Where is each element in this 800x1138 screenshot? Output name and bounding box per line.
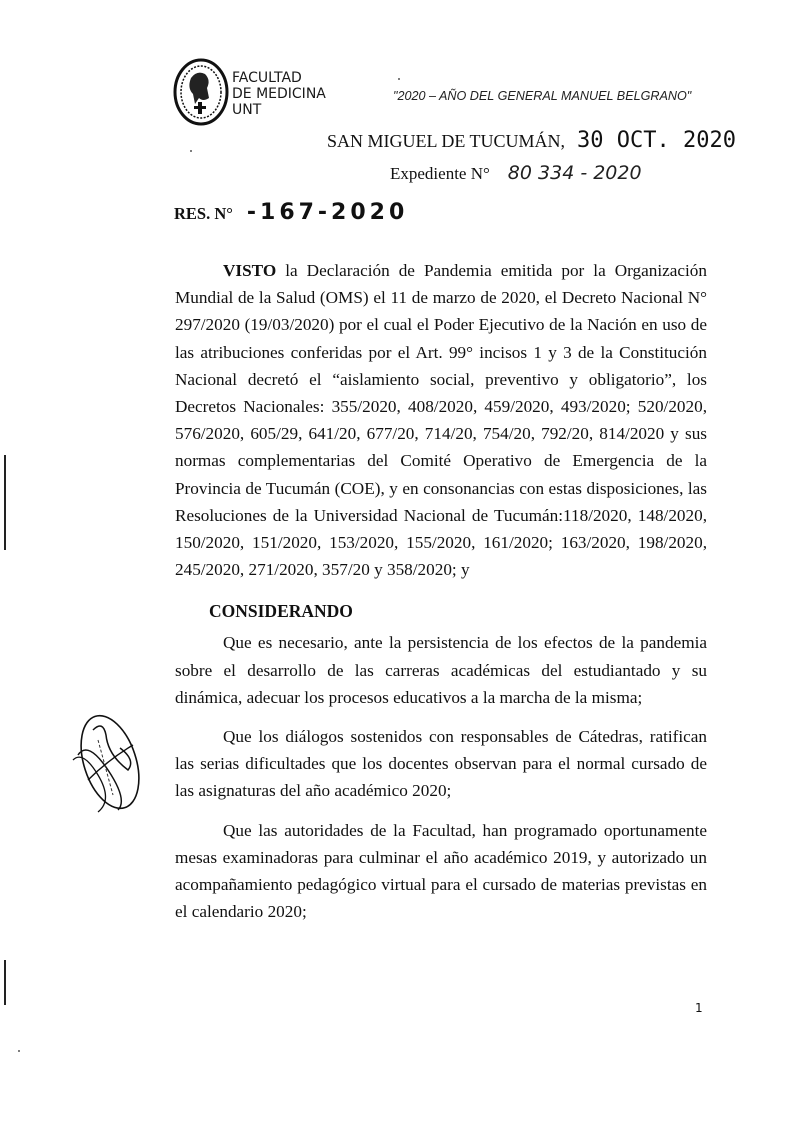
resolution-line <box>174 200 408 225</box>
scan-edge-mark <box>4 960 6 1005</box>
expediente-number: 80 334 - 2020 <box>507 162 642 184</box>
scan-speck <box>18 1050 20 1052</box>
resolution-number: -167-2020 <box>246 200 409 225</box>
institution-name <box>232 70 326 118</box>
expediente-line <box>390 162 642 184</box>
considerando-heading: CONSIDERANDO <box>209 601 353 622</box>
year-motto: "2020 – AÑO DEL GENERAL MANUEL BELGRANO" <box>393 89 692 103</box>
considerando-section <box>175 629 707 925</box>
faculty-seal-icon <box>173 58 229 126</box>
considerando-paragraph: Que los diálogos sostenidos con responsables de Cátedras, ratifican las serias dificultades que los docentes observan para el normal cursado de las asignaturas del año académico 2020; <box>175 727 707 801</box>
city-line: SAN MIGUEL DE TUCUMÁN, <box>327 131 565 151</box>
considerando-paragraph: Que las autoridades de la Facultad, han programado oportunamente mesas examinadoras para culminar el año académico 2019, y autorizado un acompañamiento pedagógico virtual para el cursado de materias previstas en el calendario 2020; <box>175 820 707 922</box>
considerando-paragraph: Que es necesario, ante la persistencia de los efectos de la pandemia sobre el desarrollo de las carreras académicas del estudiantado y su dinámica, adecuar los procesos educativos a la marcha de la misma; <box>175 633 707 707</box>
institution-line: DE MEDICINA <box>232 86 326 102</box>
resolution-label: RES. N° <box>174 204 233 223</box>
institution-line: FACULTAD <box>232 70 302 86</box>
scan-edge-mark <box>4 455 6 550</box>
page-number: 1 <box>695 1001 703 1015</box>
scan-speck <box>398 78 400 80</box>
visto-text: la Declaración de Pandemia emitida por la Organización Mundial de la Salud (OMS) el 11 de marzo de 2020, el Decreto Nacional N° 297/2020 (19/03/2020) por el cual el Poder Ejecutivo de la Nación en uso de las atribuciones conferidas por el Art. 99° incisos 1 y 3 de la Constitución Nacional decretó el “aislamiento social, preventivo y obligatorio”, los Decretos Nacionales: 355/2020, 408/2020, 459/2020, 493/2020; 520/2020, 576/2020, 605/29, 641/20, 677/20, 714/20, 754/20, 792/20, 814/2020 y sus normas complementarias del Comité Operativo de Emergencia de la Provincia de Tucumán (COE), y en consonancias con estas disposiciones, las Resoluciones de la Universidad Nacional de Tucumán:118/2020, 148/2020, 150/2020, 151/2020, 153/2020, 155/2020, 161/2020; 163/2020, 198/2020, 245/2020, 271/2020, 357/20 y 358/2020; y <box>175 261 707 580</box>
institution-line: UNT <box>232 102 262 118</box>
visto-paragraph <box>175 257 707 583</box>
visto-section <box>175 257 707 583</box>
scan-speck <box>190 150 192 152</box>
date-stamp: 30 OCT. 2020 <box>577 128 736 153</box>
resolution-body <box>175 257 707 925</box>
visto-lead: VISTO <box>223 261 277 280</box>
expediente-label: Expediente N° <box>390 164 490 183</box>
city-date-line <box>327 128 736 153</box>
handwritten-signature-icon <box>58 700 158 815</box>
